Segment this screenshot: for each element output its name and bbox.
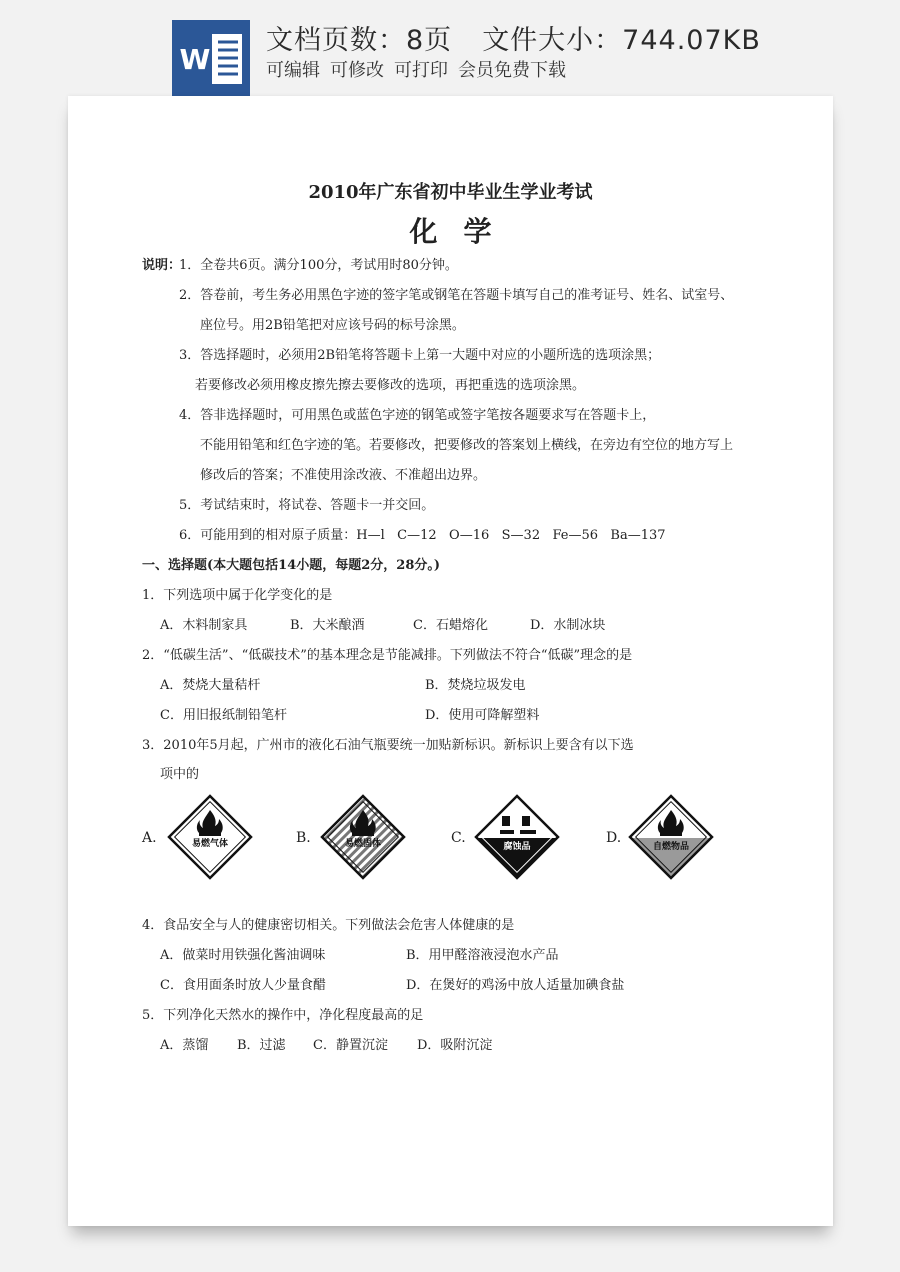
q1-option-c: C．石蜡熔化 xyxy=(413,618,488,633)
svg-text:易燃气体: 易燃气体 xyxy=(191,839,229,849)
q4-option-c: C．食用面条时放人少量食醋 xyxy=(160,978,326,993)
q3-option-c-letter: C. xyxy=(451,830,466,846)
question-3: 3．2010年5月起，广州市的液化石油气瓶要统一加贴新标识。新标识上要含有以下选 xyxy=(142,738,634,753)
svg-text:易燃固体: 易燃固体 xyxy=(344,839,382,849)
note-4: 4．答非选择题时，可用黑色或蓝色字迹的钢笔或签字笔按各题要求写在答题卡上， xyxy=(179,408,656,423)
question-5: 5．下列净化天然水的操作中，净化程度最高的足 xyxy=(142,1008,424,1023)
q5-option-b: B．过滤 xyxy=(237,1038,286,1053)
note-2-cont: 座位号。用2B铅笔把对应该号码的标号涂黑。 xyxy=(200,318,465,333)
exam-subject: 化学 xyxy=(409,215,518,248)
q2-option-a: A．焚烧大量秸杆 xyxy=(160,678,261,693)
section-1-heading: 一、选择题(本大题包括14小题，每题2分，28分。) xyxy=(142,558,441,573)
feature-member-download: 会员免费下载 xyxy=(458,60,566,81)
note-5: 5．考试结束时，将试卷、答题卡一并交回。 xyxy=(179,498,435,513)
q5-option-a: A．蒸馏 xyxy=(160,1038,209,1053)
exam-page xyxy=(68,96,833,1226)
question-2: 2．“低碳生活”、“低碳技术”的基本理念是节能减排。下列做法不符合“低碳”理念的是 xyxy=(142,648,633,663)
note-1: 1．全卷共6页。满分100分，考试用时80分钟。 xyxy=(179,258,458,273)
question-1: 1．下列选项中属于化学变化的是 xyxy=(142,588,333,603)
feature-list xyxy=(266,56,576,82)
note-2: 2．答卷前，考生务必用黑色字迹的签字笔或钢笔在答题卡填写自己的准考证号、姓名、试室号、 xyxy=(179,288,734,303)
q2-option-d: D．使用可降解塑料 xyxy=(425,708,540,723)
file-info xyxy=(266,18,761,57)
q1-option-b: B．大米酿酒 xyxy=(290,618,365,633)
notes-label: 说明： xyxy=(142,258,182,273)
q2-option-b: B．焚烧垃圾发电 xyxy=(425,678,526,693)
spontaneous-combustion-hazard-icon xyxy=(626,792,716,882)
svg-text:W: W xyxy=(179,43,211,76)
q1-option-d: D．水制冰块 xyxy=(530,618,606,633)
feature-modifiable: 可修改 xyxy=(330,60,384,81)
flammable-solid-hazard-icon xyxy=(318,792,408,882)
q1-option-a: A．木料制家具 xyxy=(160,618,248,633)
page-count: 文档页数：8页 xyxy=(266,25,453,56)
note-4-cont: 不能用铅笔和红色字迹的笔。若要修改，把要修改的答案划上横线，在旁边有空位的地方写上 xyxy=(200,438,734,453)
flammable-gas-hazard-icon xyxy=(165,792,255,882)
note-3: 3．答选择题时，必须用2B铅笔将答题卡上第一大题中对应的小题所选的选项涂黑； xyxy=(179,348,661,363)
q4-option-b: B．用甲醛溶液浸泡水产品 xyxy=(406,948,559,963)
download-banner xyxy=(0,0,900,96)
note-3-cont: 若要修改必须用橡皮擦先擦去要修改的选项，再把重选的选项涂黑。 xyxy=(195,378,586,393)
file-size: 文件大小：744.07KB xyxy=(482,25,761,56)
note-4-cont2: 修改后的答案；不准使用涂改液、不准超出边界。 xyxy=(200,468,487,483)
q3-option-d-letter: D. xyxy=(606,830,622,846)
q4-option-a: A．做菜时用铁强化酱油调味 xyxy=(160,948,326,963)
feature-editable: 可编辑 xyxy=(266,60,320,81)
q2-option-c: C．用旧报纸制铅笔杆 xyxy=(160,708,287,723)
q3-option-b-letter: B. xyxy=(296,830,311,846)
q5-option-d: D．吸附沉淀 xyxy=(417,1038,493,1053)
exam-title: 2010年广东省初中毕业生学业考试 xyxy=(308,182,593,203)
q4-option-d: D．在煲好的鸡汤中放人适量加碘食盐 xyxy=(406,978,625,993)
q5-option-c: C．静置沉淀 xyxy=(313,1038,388,1053)
question-4: 4．食品安全与人的健康密切相关。下列做法会危害人体健康的是 xyxy=(142,918,515,933)
svg-text:腐蚀品: 腐蚀品 xyxy=(503,842,531,852)
q3-option-a-letter: A. xyxy=(142,830,157,846)
svg-text:自燃物品: 自燃物品 xyxy=(652,842,690,852)
note-6: 6．可能用到的相对原子质量：H—l C—12 O—16 S—32 Fe—56 Ba—137 xyxy=(179,528,666,543)
feature-printable: 可打印 xyxy=(394,60,448,81)
word-doc-icon xyxy=(172,20,250,96)
corrosive-hazard-icon xyxy=(472,792,562,882)
question-3-cont: 项中的 xyxy=(160,767,200,782)
